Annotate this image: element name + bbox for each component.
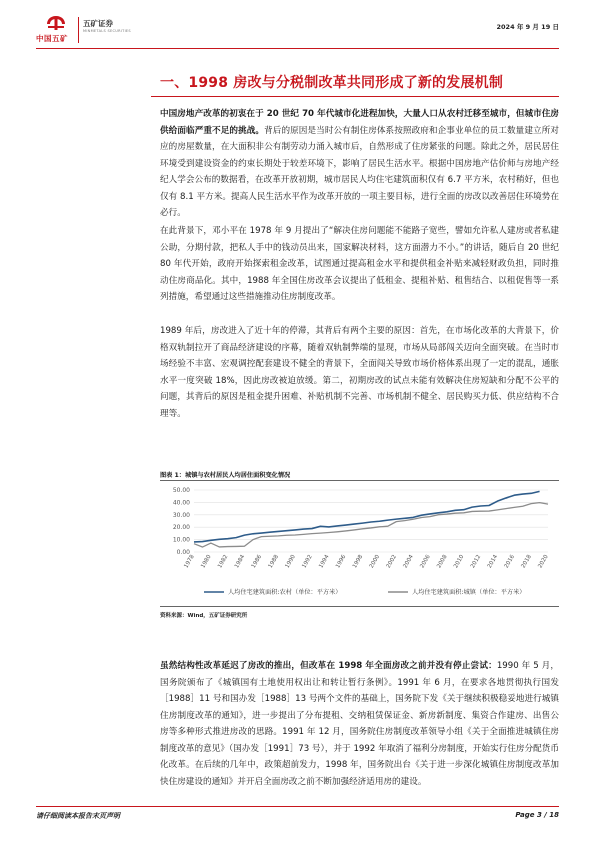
figure-top-rule — [160, 480, 559, 481]
page-number: Page 3 / 18 — [515, 811, 559, 819]
paragraph-4-lead: 虽然结构性改革延迟了房改的推出，但改革在 1998 年全面房改之前并没有停止尝试： — [160, 661, 497, 671]
paragraph-2 — [160, 223, 559, 306]
footer-disclaimer: 请仔细阅读本报告末页声明 — [36, 812, 120, 820]
minmetals-logo-icon — [46, 15, 66, 31]
paragraph-1-text: 背后的原因是当时公有制住房体系按照政府和企事业单位的员工数量建立所对应的房屋数量，在大面积非公有制劳动力涌入城市后，自然形成了住房紧张的问题。除此之外，居民居住环境受到建设资金的约束长期处于较差环境下，影响了居民生活水平。根据中国房地产估价师与房地产经纪人学会公布的数据看，在改革开放初期，城市居民人均住宅建筑面积仅有 6.7 平方米，农村稍好，但也仅有 8.1 平方米。提高人民生活水平作为改革开放的一项主要目标，进行全面的房改以改善居住环境势在必行。 — [160, 125, 559, 218]
logo-company-name: 中国五矿 — [36, 34, 68, 43]
y-tick-label: 20.00 — [172, 524, 190, 532]
x-tick-label: 1994 — [318, 554, 331, 570]
x-tick-label: 1984 — [233, 554, 247, 570]
paragraph-4-text: 1990 年 5 月，国务院颁布了《城镇国有土地使用权出让和转让暂行条例》。1991 年 6 月，在要求各地贯彻执行国发［1988］11 号和国办发［1988］13 号两个文件的基础上，国务院下发《关于继续积极稳妥地进行城镇住房制度改革的通知》，进一步提出了分布提租、交纳租赁保证金、新房新制度、集资合作建房、出售公房等多种形式推进房改的思路。1991 年 12 月，国务院住房制度改革领导小组《关于全面推进城镇住房制度改革的意见》（国办发［1991］73 号），并于 1992 年取消了福利分房制度，开始实行住房分配货币化改革。在后续的几年中，政策超前发力，1998 年，国务院出台《关于进一步深化城镇住房制度改革加快住房建设的通知》并开启全面房改之前不断加强经济适用房的建设。 — [160, 661, 559, 787]
y-tick-label: 0.00 — [176, 549, 190, 556]
x-tick-label: 2020 — [537, 554, 550, 570]
logo-divider — [78, 17, 79, 43]
x-tick-label: 1990 — [284, 554, 297, 570]
x-tick-label: 2004 — [402, 554, 415, 570]
figure-source: 资料来源：Wind，五矿证券研究所 — [160, 613, 248, 619]
x-tick-label: 2010 — [453, 554, 466, 570]
x-tick-label: 1982 — [217, 554, 230, 570]
x-tick-label: 2016 — [503, 554, 517, 570]
living-area-line-chart — [160, 482, 559, 604]
paragraph-1-lead: 中国房地产改革的初衷在于 20 世纪 70 年代城市化进程加快，大量人口从农村迁移至城市，但城市住房供给面临严重不足的挑战。 — [160, 109, 559, 136]
legend-label: 人均住宅建筑面积:农村（单位：平方米） — [228, 589, 342, 597]
y-tick-label: 10.00 — [172, 536, 190, 544]
company-logo — [36, 14, 156, 46]
x-tick-label: 1992 — [301, 554, 314, 570]
x-tick-label: 2002 — [385, 554, 399, 570]
figure-title: 图表 1：城镇与农村居民人均居住面积变化情况 — [160, 472, 291, 479]
paragraph-3 — [160, 323, 559, 422]
page-header — [36, 14, 559, 46]
paragraph-4 — [160, 658, 559, 790]
x-tick-label: 1978 — [183, 554, 196, 570]
y-tick-label: 30.00 — [172, 511, 190, 519]
section-title-rule — [151, 96, 559, 97]
paragraph-1 — [160, 106, 559, 222]
y-tick-label: 40.00 — [172, 499, 190, 507]
x-tick-label: 2012 — [469, 554, 483, 570]
paragraph-2-text: 在此背景下，邓小平在 1978 年 9 月提出了“解决住房问题能不能路子宽些，譬如允许私人建房或者私建公助，分期付款，把私人手中的钱动员出来，国家解决材料，这方面潜力不小。”的讲话，随后自 20 世纪 80 年代开始，政府开始探索租金改革，试图通过提高租金水平和提供租金补贴来减轻财政负担，同时推动住房商品化。其中，1988 年全国住房改革会议提出了低租金、提租补贴、租售结合、以租促售等一系列措施，希望通过这些措施推动住房制度改革。 — [160, 226, 559, 302]
paragraph-3-text: 1989 年后，房改进入了近十年的停滞，其背后有两个主要的原因：首先，在市场化改革的大背景下，价格双轨制拉开了商品经济建设的序幕，随着双轨制弊端的显现，市场从局部闯关迈向全面突破。在当时市场经验不丰富、宏观调控配套建设不健全的背景下，全面闯关导致市场价格体系出现了一定的混乱，通胀水平一度突破 18%，因此房改被迫放缓。第二，初期房改的试点未能有效解决住房短缺和分配不公平的问题，其背后的原因是租金提升困难、补贴机制不完善、市场机制不健全、居民购买力低、供应结构不合理等。 — [160, 326, 559, 419]
x-tick-label: 2000 — [368, 554, 382, 570]
x-tick-label: 1998 — [351, 554, 365, 570]
figure-bottom-rule — [160, 606, 559, 607]
series-line — [194, 491, 540, 542]
series-line — [194, 503, 548, 547]
x-tick-label: 1980 — [200, 554, 213, 570]
y-tick-label: 50.00 — [172, 487, 190, 494]
x-tick-label: 2006 — [419, 554, 432, 570]
logo-securities-en: MINMETALS SECURITIES — [83, 29, 131, 33]
footer-divider — [36, 806, 559, 807]
x-tick-label: 2018 — [520, 554, 533, 570]
x-tick-label: 2008 — [436, 554, 449, 570]
x-tick-label: 1996 — [335, 554, 348, 570]
legend-label: 人均住宅建筑面积:城镇（单位：平方米） — [412, 589, 526, 597]
x-tick-label: 1986 — [250, 554, 264, 570]
section-title: 一、1998 房改与分税制改革共同形成了新的发展机制 — [160, 75, 504, 91]
header-divider — [36, 48, 559, 49]
logo-securities-name: 五矿证券 — [83, 19, 113, 28]
x-tick-label: 1988 — [267, 554, 281, 570]
report-date: 2024 年 9 月 19 日 — [496, 23, 559, 31]
x-tick-label: 2014 — [486, 554, 500, 570]
